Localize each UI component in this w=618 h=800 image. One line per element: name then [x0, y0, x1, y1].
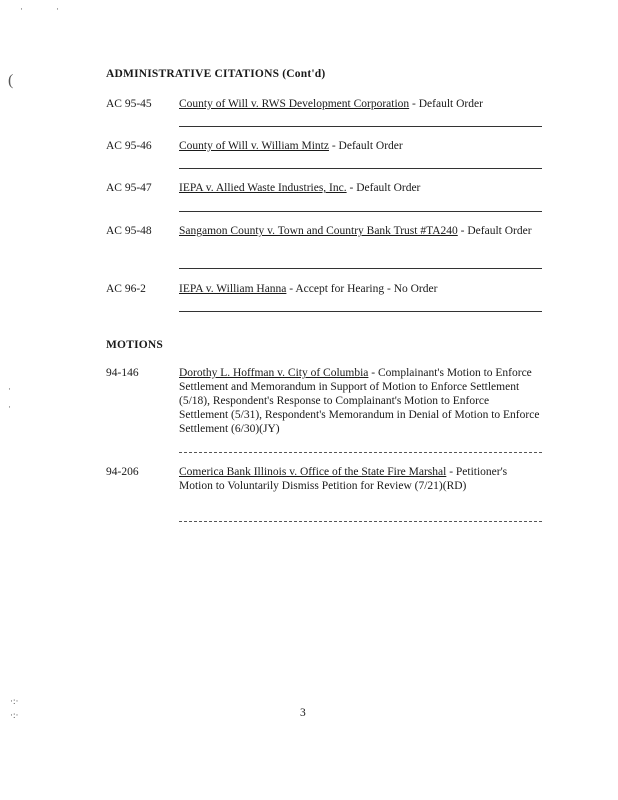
case-title: Sangamon County v. Town and Country Bank Trust #TA240	[179, 225, 458, 237]
scan-speck: ·	[56, 4, 59, 14]
case-number: AC 95-46	[106, 140, 152, 152]
scan-speck: ·:·	[10, 710, 19, 720]
case-action: - Petitioner's Motion to Voluntarily Dismiss Petition for Review (7/21)(RD)	[179, 466, 508, 492]
case-number: 94-146	[106, 367, 139, 379]
scan-speck: ·	[8, 384, 11, 394]
case-title: County of Will v. RWS Development Corporation	[179, 98, 410, 110]
case-number: 94-206	[106, 466, 139, 478]
case-description	[179, 181, 541, 195]
case-action: - Default Order	[457, 225, 532, 237]
scan-speck: ·:·	[10, 696, 19, 706]
scan-mark: (	[8, 72, 14, 89]
section-heading-administrative-citations: ADMINISTRATIVE CITATIONS (Cont'd)	[106, 68, 326, 80]
case-title: Comerica Bank Illinois v. Office of the State Fire Marshal	[179, 466, 447, 478]
entry-divider	[179, 268, 542, 269]
case-description	[179, 465, 541, 493]
case-title: IEPA v. Allied Waste Industries, Inc.	[179, 182, 347, 194]
scan-speck: ·	[8, 402, 11, 412]
case-action: - Complainant's Motion to Enforce Settlement and Memorandum in Support of Motion to Enforce Settlement (5/18), Respondent's Response to Complainant's Motion to Enforce Settlement (5/31), Respondent's Memorandum in Denial of Motion to Enforce Settlement (6/30)(JY)	[179, 367, 540, 435]
entry-divider	[179, 521, 542, 522]
case-action: - Default Order	[346, 182, 421, 194]
page-number: 3	[300, 707, 306, 719]
entry-divider	[179, 452, 542, 453]
case-number: AC 95-45	[106, 98, 152, 110]
case-description	[179, 282, 541, 296]
scan-speck: ·	[20, 4, 23, 14]
case-number: AC 96-2	[106, 283, 146, 295]
case-number: AC 95-48	[106, 225, 152, 237]
case-title: Dorothy L. Hoffman v. City of Columbia	[179, 367, 369, 379]
case-action: - Default Order	[409, 98, 483, 110]
entry-divider	[179, 211, 542, 212]
entry-divider	[179, 168, 542, 169]
case-description	[179, 224, 541, 238]
case-title: County of Will v. William Mintz	[179, 140, 329, 152]
case-description	[179, 97, 541, 111]
entry-divider	[179, 126, 542, 127]
section-heading-motions: MOTIONS	[106, 339, 163, 351]
case-title: IEPA v. William Hanna	[179, 283, 287, 295]
case-description	[179, 366, 541, 436]
case-action: - Accept for Hearing - No Order	[286, 283, 438, 295]
entry-divider	[179, 311, 542, 312]
case-action: - Default Order	[328, 140, 403, 152]
case-description	[179, 139, 541, 153]
case-number: AC 95-47	[106, 182, 152, 194]
